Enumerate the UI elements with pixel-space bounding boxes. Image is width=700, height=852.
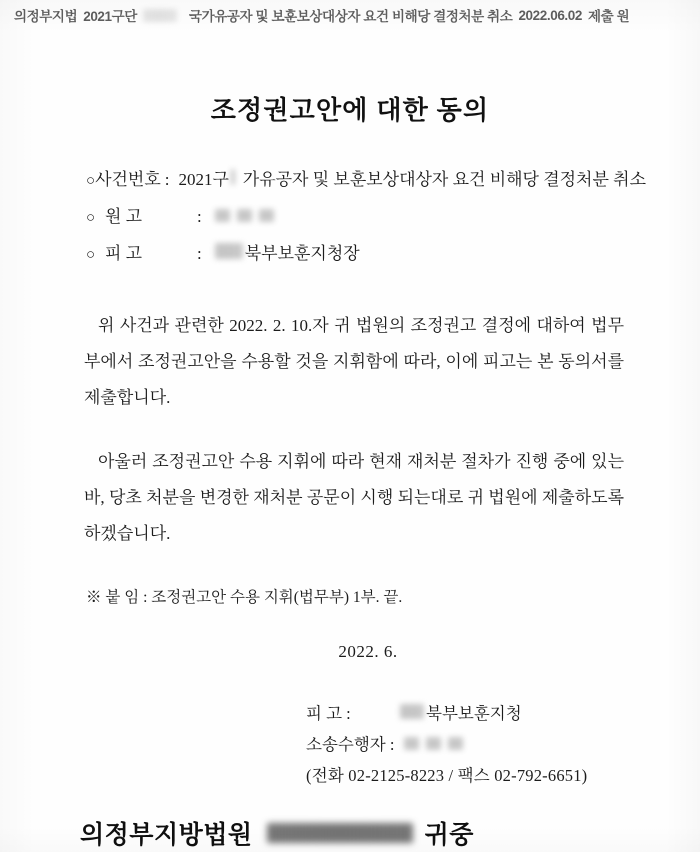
defendant-colon: : bbox=[197, 244, 202, 263]
signature-defendant-value: 북부보훈지청 bbox=[426, 704, 522, 723]
signature-block bbox=[306, 698, 587, 791]
header-case-prefix: 2021구단 bbox=[83, 9, 137, 24]
court-name: 의정부지방법원 bbox=[80, 822, 253, 849]
signature-agent-row bbox=[306, 729, 587, 760]
signature-agent-label: 소송수행자 : bbox=[306, 735, 395, 754]
document-date: 2022. 6. bbox=[338, 642, 398, 661]
case-number-colon: : bbox=[164, 170, 170, 189]
case-info-row-defendant bbox=[86, 236, 646, 273]
defendant-agency-name: 북부보훈지청장 bbox=[244, 244, 360, 263]
plaintiff-label: 원 고 bbox=[105, 207, 143, 226]
case-subject-text: 가유공자 및 보훈보상대상자 요건 비해당 결정처분 취소 bbox=[242, 170, 646, 189]
circle-bullet-icon: ○ bbox=[86, 210, 96, 226]
document-title: 조정권고안에 대한 동의 bbox=[210, 96, 490, 125]
header-court-abbr: 의정부지법 bbox=[14, 9, 78, 24]
defendant-agency-redaction bbox=[215, 243, 243, 259]
plaintiff-colon: : bbox=[197, 207, 202, 226]
signature-agency-redaction bbox=[400, 704, 424, 719]
court-division-redaction bbox=[267, 823, 413, 843]
case-info-row-plaintiff bbox=[86, 199, 646, 236]
circle-bullet-icon: ○ bbox=[86, 247, 96, 263]
plaintiff-name-redaction bbox=[215, 209, 274, 222]
defendant-label: 피 고 bbox=[105, 244, 143, 263]
signature-contact-row bbox=[306, 760, 587, 791]
body-paragraph-1: 위 사건과 관련한 2022. 2. 10.자 귀 법원의 조정권고 결정에 대하여 법무부에서 조정권고안을 수용할 것을 지휘함에 따라, 이에 피고는 본 동의서를 제출합니다. bbox=[84, 316, 624, 407]
court-honorific: 귀중 bbox=[424, 822, 474, 849]
header-trailing-text: 제출 원 bbox=[588, 9, 630, 24]
case-number-prefix: 2021구 bbox=[178, 170, 229, 189]
header-case-subject: 국가유공자 및 보훈보상대상자 요건 비해당 결정처분 취소 bbox=[188, 9, 513, 24]
case-number-redaction bbox=[231, 169, 235, 185]
signature-contact-text: (전화 02-2125-8223 / 팩스 02-792-6651) bbox=[306, 766, 588, 785]
header-submit-date: 2022.06.02 bbox=[518, 7, 583, 23]
signature-defendant-row bbox=[306, 698, 587, 729]
body-paragraph-2: 아울러 조정권고안 수용 지휘에 따라 현재 재처분 절차가 진행 중에 있는바, 당초 처분을 변경한 재처분 공문이 시행 되는대로 귀 법원에 제출하도록 하겠습니다. bbox=[84, 452, 624, 543]
attachment-note: ※ 붙 임 : 조정권고안 수용 지휘(법무부) 1부. 끝. bbox=[86, 589, 403, 606]
case-info-row-case-number bbox=[86, 162, 646, 199]
signature-defendant-label: 피 고 : bbox=[306, 704, 351, 723]
case-number-label: 사건번호 bbox=[95, 170, 161, 189]
header-case-number-redaction bbox=[143, 9, 177, 22]
case-info-block bbox=[86, 162, 646, 273]
scan-header-strip bbox=[0, 0, 700, 30]
court-addressee-line bbox=[80, 815, 474, 851]
signature-agent-name-redaction bbox=[404, 737, 463, 750]
circle-bullet-icon: ○ bbox=[86, 173, 96, 189]
